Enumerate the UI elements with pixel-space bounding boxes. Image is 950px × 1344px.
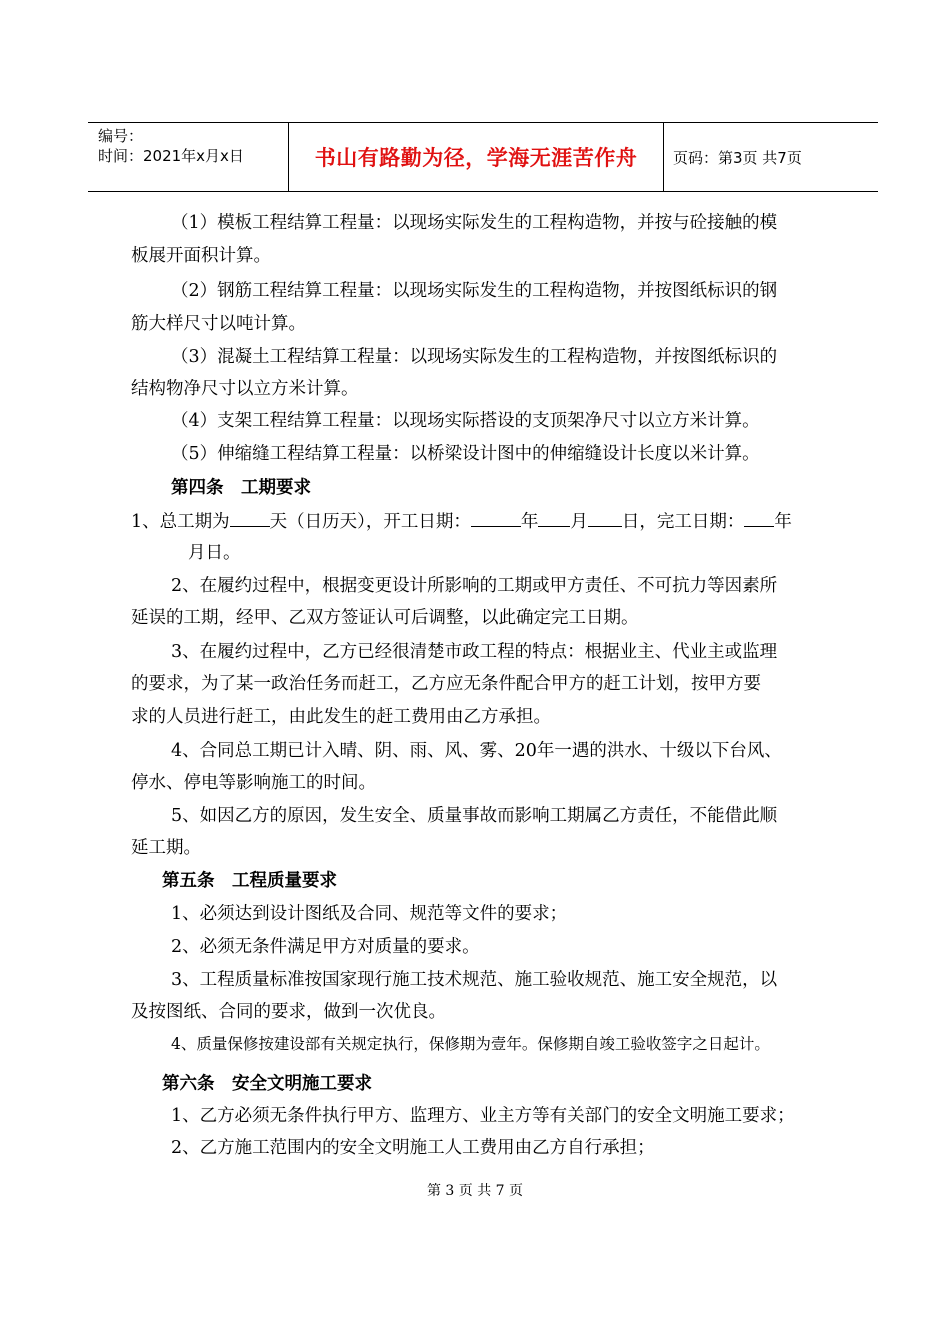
paragraph-line: 结构物净尺寸以立方米计算。 — [131, 379, 359, 399]
blank-start-year — [471, 509, 521, 527]
text-segment: 月 — [570, 512, 588, 532]
paragraph-line: 4、合同总工期已计入晴、阴、雨、风、雾、20年一遇的洪水、十级以下台风、 — [171, 741, 782, 761]
schedule-line — [131, 509, 792, 534]
paragraph-line: 板展开面积计算。 — [131, 246, 271, 266]
paragraph-line: 筋大样尺寸以吨计算。 — [131, 314, 306, 334]
paragraph-line: （3）混凝土工程结算工程量：以现场实际发生的工程构造物，并按图纸标识的 — [171, 347, 778, 367]
text-segment: 日，完工日期： — [621, 512, 745, 532]
time-label: 时间：2021年x月x日 — [98, 147, 244, 165]
paragraph-line: 停水、停电等影响施工的时间。 — [131, 773, 376, 793]
header-page-cell — [663, 123, 878, 191]
header-page-label: 页码：第3页 共7页 — [673, 149, 802, 167]
paragraph-line: （4）支架工程结算工程量：以现场实际搭设的支顶架净尺寸以立方米计算。 — [171, 411, 760, 431]
blank-start-month — [538, 509, 570, 527]
motto: 书山有路勤为径，学海无涯苦作舟 — [314, 146, 638, 170]
text-segment: 天（日历天），开工日期： — [269, 512, 471, 532]
paragraph-line: 2、在履约过程中，根据变更设计所影响的工期或甲方责任、不可抗力等因素所 — [171, 576, 778, 596]
header-meta-cell — [88, 123, 288, 191]
paragraph-line: 3、工程质量标准按国家现行施工技术规范、施工验收规范、施工安全规范，以 — [171, 970, 778, 990]
paragraph-line: 求的人员进行赶工，由此发生的赶工费用由乙方承担。 — [131, 707, 551, 727]
page-footer: 第 3 页 共 7 页 — [426, 1183, 524, 1199]
paragraph-line: 3、在履约过程中，乙方已经很清楚市政工程的特点：根据业主、代业主或监理 — [171, 642, 778, 662]
blank-start-day — [588, 509, 622, 527]
paragraph-line: 延误的工期，经甲、乙双方签证认可后调整，以此确定完工日期。 — [131, 608, 639, 628]
paragraph-line: 月日。 — [188, 543, 241, 563]
paragraph-line: 2、乙方施工范围内的安全文明施工人工费用由乙方自行承担； — [171, 1138, 655, 1158]
paragraph-line: 延工期。 — [131, 838, 201, 858]
text-segment: 1、总工期为 — [131, 512, 230, 532]
header-motto-cell — [288, 123, 664, 191]
paragraph-line: （2）钢筋工程结算工程量：以现场实际发生的工程构造物，并按图纸标识的钢 — [171, 281, 778, 301]
paragraph-line: 的要求，为了某一政治任务而赶工，乙方应无条件配合甲方的赶工计划，按甲方要 — [131, 674, 761, 694]
blank-days — [230, 509, 270, 527]
paragraph-line: 4、质量保修按建设部有关规定执行，保修期为壹年。保修期自竣工验收签字之日起计。 — [171, 1035, 770, 1053]
header-table — [88, 122, 878, 192]
text-segment: 年 — [774, 512, 792, 532]
paragraph-line: （5）伸缩缝工程结算工程量：以桥梁设计图中的伸缩缝设计长度以米计算。 — [171, 444, 760, 464]
section-heading-4: 第四条 工期要求 — [171, 478, 311, 498]
text-segment: 年 — [520, 512, 539, 532]
paragraph-line: 1、乙方必须无条件执行甲方、监理方、业主方等有关部门的安全文明施工要求； — [171, 1106, 795, 1126]
paragraph-line: 1、必须达到设计图纸及合同、规范等文件的要求； — [171, 904, 568, 924]
paragraph-line: 2、必须无条件满足甲方对质量的要求。 — [171, 937, 480, 957]
section-heading-5: 第五条 工程质量要求 — [162, 871, 337, 891]
paragraph-line: 及按图纸、合同的要求，做到一次优良。 — [131, 1002, 446, 1022]
section-heading-6: 第六条 安全文明施工要求 — [162, 1074, 372, 1094]
paragraph-line: 5、如因乙方的原因，发生安全、质量事故而影响工期属乙方责任，不能借此顺 — [171, 806, 778, 826]
serial-label: 编号： — [98, 127, 144, 145]
blank-end-year — [744, 509, 774, 527]
paragraph-line: （1）模板工程结算工程量：以现场实际发生的工程构造物，并按与砼接触的模 — [171, 213, 778, 233]
